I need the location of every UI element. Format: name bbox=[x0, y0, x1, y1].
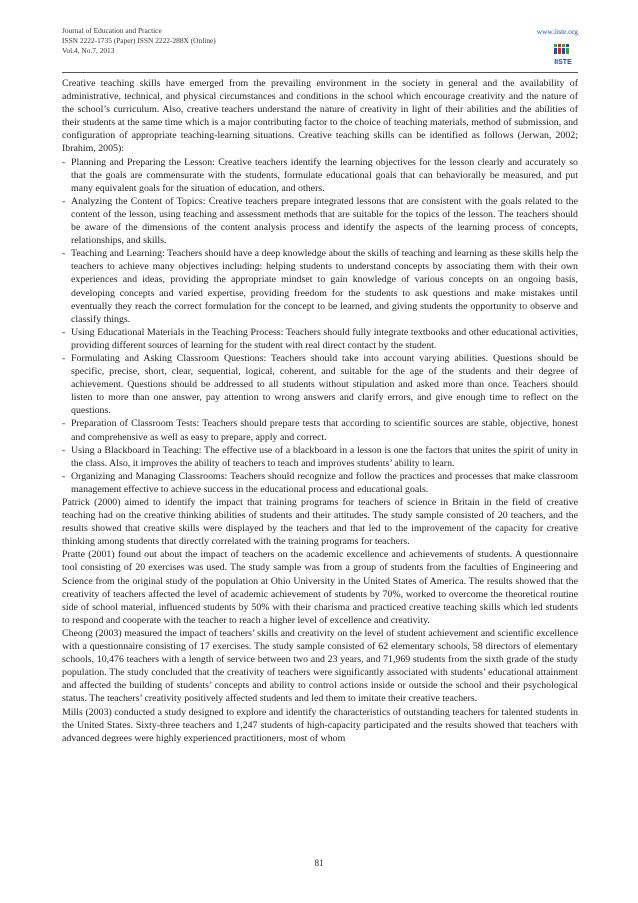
list-item bbox=[62, 470, 578, 496]
list-marker: - bbox=[62, 470, 66, 482]
paragraph-cheong: Cheong (2003) measured the impact of teachers’ skills and creativity on the level of student achievement and scientific excellence with a questionnaire consisting of 17 exercises. The study sample consisted of 62 elementary schools, 58 directors of elementary schools, 10,476 teachers with a length of service between two and 23 years, and 71,969 students from the sixth grade of the study population. The study concluded that the creativity of teachers were significantly associated with students’ educational attainment and affected the building of students’ concepts and ability to control actions inside or outside the school and their psychological status. The teachers’ creativity positively affected students and led them to imitate their creative teachers. bbox=[62, 627, 578, 705]
list-item-text: Planning and Preparing the Lesson: Creative teachers identify the learning objectives for the lesson clearly and accurately so that the goals are commensurate with the students, formulate educational goals that can behaviorally be measured, and put many equivalent goals for the situation of education, and others. bbox=[71, 156, 578, 194]
paragraph-mills: Mills (2003) conducted a study designed to explore and identify the characteristics of outstanding teachers for talented students in the United States. Sixty-three teachers and 1,247 students of high-capacity participated and the results showed that teachers with advanced degrees were highly experienced practitioners, most of whom bbox=[62, 706, 578, 744]
header-divider bbox=[62, 72, 578, 73]
paragraph-patrick: Patrick (2000) aimed to identify the impact that training programs for teachers of science in Britain in the field of creative teaching had on the creative thinking abilities of students and their attitudes. The study sample consisted of 20 teachers, and the results showed that creative skills were displayed by the teachers and that led to the improvement of the capacity for creative thinking among students that directly correlated with the training programs for teachers. bbox=[62, 497, 578, 548]
list-marker: - bbox=[62, 248, 66, 260]
list-item bbox=[62, 417, 578, 443]
list-marker: - bbox=[62, 444, 66, 456]
list-item bbox=[62, 326, 578, 352]
list-item-text: Using a Blackboard in Teaching: The effective use of a blackboard in a lesson is one the factors that unites the spirit of unity in the class. Also, it improves the ability of teachers to teach and improves students’ ability to learn. bbox=[71, 444, 578, 469]
article-body bbox=[62, 77, 578, 745]
list-item bbox=[62, 352, 578, 417]
list-marker: - bbox=[62, 418, 66, 430]
list-item-text: Formulating and Asking Classroom Questions: Teachers should take into account varying abilities. Questions should be specific, precise, short, clear, sequential, logical, coherent, and suitable for the age of the students and their degree of achievement. Questions should be addressed to all students without stipulation and asked more than once. Teachers should listen to more than one answer, pay attention to wrong answers and clarify errors, and give enough time to reflect on the questions. bbox=[71, 352, 578, 417]
list-marker: - bbox=[62, 156, 66, 168]
journal-info bbox=[62, 26, 216, 56]
list-marker: - bbox=[62, 326, 66, 338]
list-item bbox=[62, 195, 578, 247]
journal-volume: Vol.4, No.7, 2013 bbox=[62, 46, 115, 55]
skills-list bbox=[62, 156, 578, 496]
paragraph-intro: Creative teaching skills have emerged from the prevailing environment in the society in general and the availability of administrative, technical, and physical circumstances and conditions in the school which encourage creativity and the nature of the school’s curriculum. Also, creative teachers understand the nature of creativity in light of their abilities and the abilities of their students at the same time which is a major contributing factor to the choice of teaching materials, method of submission, and configuration of appropriate teaching-learning situations. Creative teaching skills can be identified as follows (Jerwan, 2002; Ibrahim, 2005): bbox=[62, 78, 578, 155]
list-item-text: Analyzing the Content of Topics: Creative teachers prepare integrated lessons that are consistent with the goals related to the content of the lesson, using teaching and assessment methods that are suitable for the topics of the lesson. The teachers should be aware of the dimensions of the content analysis process and identify the aspects of the learning process of concepts, relationships, and skills. bbox=[71, 195, 578, 247]
list-item-text: Using Educational Materials in the Teaching Process: Teachers should fully integrate textbooks and other educational activities, providing different sources of learning for the student with real direct contact by the student. bbox=[71, 326, 578, 351]
list-item bbox=[62, 444, 578, 470]
list-item-text: Teaching and Learning: Teachers should have a deep knowledge about the skills of teaching and learning as these skills help the teachers to achieve many objectives including: helping students to understand concepts by associating them with their own experiences and ideas, providing the appropriate mindset to gain knowledge of various concepts on an ongoing basis, developing concepts and varied expertise, providing freedom for the students to ask questions and make mistakes until eventually they reach the correct formulation for the concept to be learned, and giving students the opportunity to observe and classify things. bbox=[71, 248, 578, 325]
page-number: 81 bbox=[314, 858, 324, 868]
journal-issn: ISSN 2222-1735 (Paper) ISSN 2222-288X (Online) bbox=[62, 36, 216, 45]
iiste-logo-icon bbox=[550, 42, 576, 68]
list-marker: - bbox=[62, 352, 66, 364]
list-marker: - bbox=[62, 195, 66, 207]
page-header bbox=[62, 26, 578, 74]
list-item-text: Preparation of Classroom Tests: Teachers should prepare tests that according to scientific sources are stable, objective, honest and comprehensive as well as easy to prepare, apply and correct. bbox=[71, 418, 578, 443]
list-item bbox=[62, 247, 578, 326]
paragraph-pratte: Pratte (2001) found out about the impact of teachers on the academic excellence and achievements of students. A questionnaire tool consisting of 20 exercises was used. The study sample was from a group of students from the faculties of Engineering and Science from the original study of the population at Ohio University in the United States of America. The results showed that the creativity of teachers affected the level of academic achievement of students by 70%, worked to overcome the theoretical routine side of school material, influenced students by 50% with their charisma and practiced creative teaching skills which led students to respond and cooperate with the teacher to reach a higher level of excellence and creativity. bbox=[62, 549, 578, 626]
logo-text: IISTE bbox=[554, 59, 572, 66]
journal-url[interactable]: www.iiste.org bbox=[536, 27, 578, 36]
list-item-text: Organizing and Managing Classrooms: Teachers should recognize and follow the practices and processes that make classroom management effective to achieve success in the educational process and educational goals. bbox=[71, 470, 578, 495]
list-item bbox=[62, 156, 578, 195]
journal-title: Journal of Education and Practice bbox=[62, 26, 162, 35]
